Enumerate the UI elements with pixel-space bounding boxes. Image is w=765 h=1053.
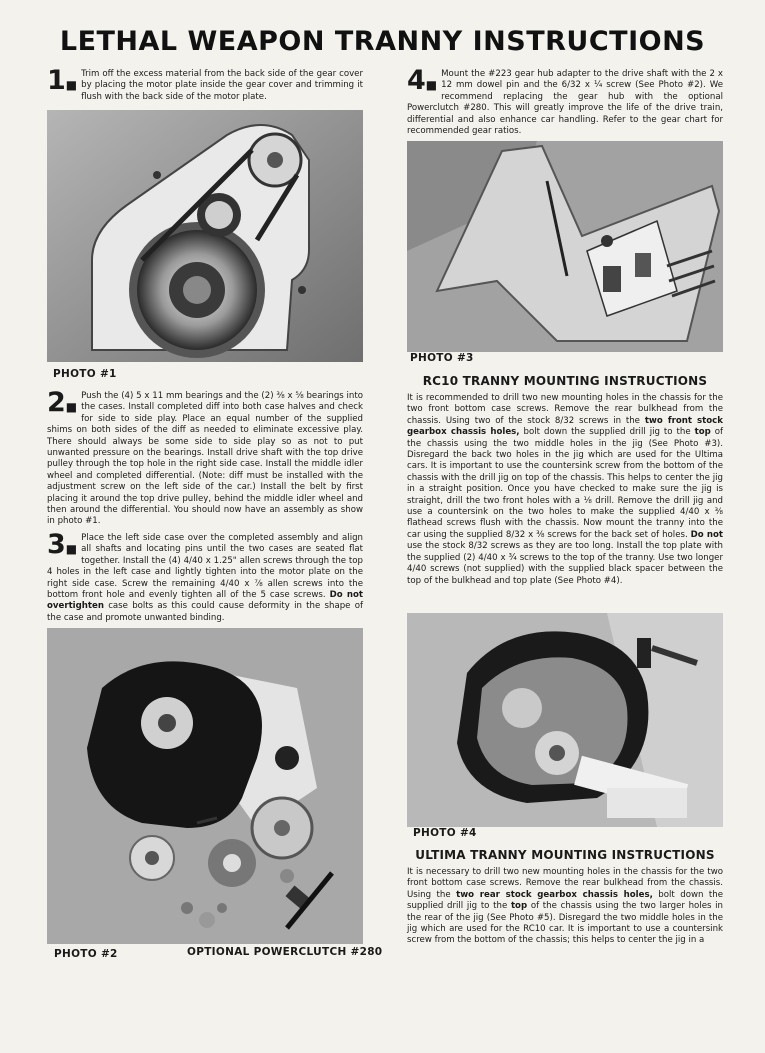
page-title: LETHAL WEAPON TRANNY INSTRUCTIONS bbox=[59, 26, 706, 57]
rc10-heading: RC10 TRANNY MOUNTING INSTRUCTIONS bbox=[422, 374, 708, 388]
rc10-instructions bbox=[407, 393, 723, 587]
step-2-number: 2■ bbox=[47, 387, 78, 418]
step-4 bbox=[407, 65, 723, 137]
step-3-number: 3■ bbox=[47, 529, 78, 560]
step-3-text: Place the left side case over the completed assembly and align all shafts and locating pins until the two cases are seated flat together. Install the (4) 4/40 x 1.25" allen screws through the top 4 holes in the left case and lightly tighten into the motor plate on the right side case. Screw the remaining 4/40 x ⅞ allen screws into the bottom front hole and evenly tighten all of the 5 case screws. Do not overtighten case bolts as this could cause deformity in the shape of the case and promote unwanted binding. bbox=[47, 533, 363, 623]
step-1-number: 1■ bbox=[47, 65, 78, 96]
step-3-warning: Do not overtighten bbox=[47, 590, 363, 612]
photo-1 bbox=[47, 110, 363, 362]
step-4-number: 4■ bbox=[407, 65, 438, 96]
step-2-text: Push the (4) 5 x 11 mm bearings and the (2) ⅜ x ⅝ bearings into the cases. Install completed diff into both case halves and check for side to side play. Place an equal number of the supplied shims on both sides of the diff as needed to eliminate excessive play. There should always be some side to side play so as not to put unwanted pressure on the bearings. Install drive shaft with the top drive pulley through the top hole in the right side case. Install the middle idler wheel and completed differential. (Note: diff must be installed with the adjustment screw on the left side of the car.) Install the belt by first placing it around the top drive pulley, behind the middle idler wheel and then around the differential. You should now have an assembly as show in photo #1. bbox=[47, 391, 363, 527]
rc10-text: It is recommended to drill two new mounting holes in the chassis for the two front bottom case screws. Remove the rear bulkhead from the chassis. Using two of the stock 8/32 screws in the two front stock gearbox chassis holes, bolt down the supplied drill jig to the top of the chassis using the two middle holes in the jig (See Photo #3). Disregard the back two holes in the jig which are used for the Ultima cars. It is important to use the countersink screw from the bottom of the chassis with the drill jig on top of the chassis. This helps to center the jig in a straight position. Once you have checked to make sure the jig is straight, drill the two front holes with a ⅛ drill. Remove the drill jig and use a countersink on the two holes to make the supplied 4/40 x ⅜ flathead screws flush with the chassis. Now mount the tranny into the car using the supplied 8/32 x ⅜ screws for the back set of holes. Do not use the stock 8/32 screws as they are too long. Install the top plate with the supplied (2) 4/40 x ¾ screws to the top of the tranny. Use two longer 4/40 screws (not supplied) with the supplied black spacer between the top of the bulkhead and top plate (See Photo #4). bbox=[407, 393, 724, 586]
photo-4-caption: PHOTO #4 bbox=[413, 827, 477, 839]
photo-3 bbox=[407, 141, 723, 352]
powerclutch-caption: OPTIONAL POWERCLUTCH #280 bbox=[187, 946, 383, 958]
step-1-text: Trim off the excess material from the back side of the gear cover by placing the motor plate inside the gear cover and trimming it flush with the back side of the motor plate. bbox=[81, 69, 363, 102]
photo-4 bbox=[407, 613, 723, 827]
photo-1-caption: PHOTO #1 bbox=[53, 368, 117, 380]
step-2 bbox=[47, 387, 363, 528]
step-1 bbox=[47, 65, 363, 103]
step-3 bbox=[47, 529, 363, 624]
ultima-heading: ULTIMA TRANNY MOUNTING INSTRUCTIONS bbox=[415, 848, 715, 862]
ultima-text: It is necessary to drill two new mounting holes in the chassis for the two front bottom case screws. Remove the rear bulkhead from the chassis. Using the two rear stock gearbox chassis holes, bolt down the supplied drill jig to the top of the chassis using the two larger holes in the rear of the jig (See Photo #5). Disregard the two middle holes in the jig which are used for the RC10 car. It is important to use a countersink screw from the bottom of the chassis; this helps to center the jig in a bbox=[407, 867, 724, 946]
photo-2 bbox=[47, 628, 363, 944]
ultima-instructions bbox=[407, 867, 723, 947]
photo-2-caption: PHOTO #2 bbox=[54, 948, 118, 960]
step-4-text: Mount the #223 gear hub adapter to the drive shaft with the 2 x 12 mm dowel pin and the 6/32 x ¼ screw (See Photo #2). We recommend replacing the gear hub with the optional Powerclutch #280. This will greatly improve the life of the drive train, differential and also enhance car handling. Refer to the gear chart for recommended gear ratios. bbox=[407, 69, 723, 137]
photo-3-caption: PHOTO #3 bbox=[410, 352, 474, 364]
